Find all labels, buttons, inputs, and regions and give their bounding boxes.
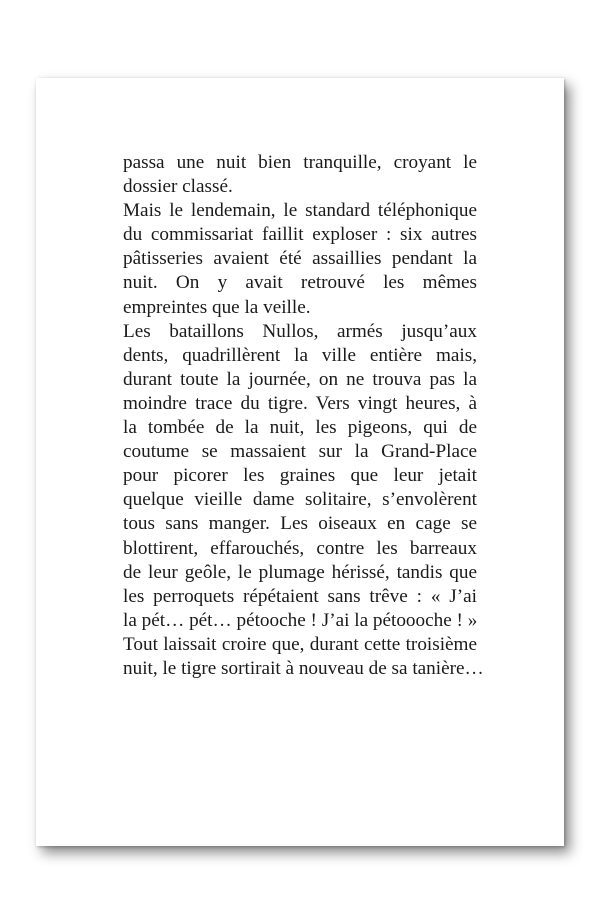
text-line: moindre trace du tigre. Vers vingt heures, à xyxy=(123,392,477,414)
text-line: blottirent, effarouchés, contre les barreaux xyxy=(123,537,477,559)
text-line: du commissariat faillit exploser : six autres xyxy=(123,224,477,246)
text-line: dents, quadrillèrent la ville entière mais, xyxy=(123,344,477,366)
text-line: coutume se massaient sur la Grand-Place xyxy=(123,441,477,463)
text-line: durant toute la journée, on ne trouva pas la xyxy=(123,368,477,390)
text-line: Tout laissait croire que, durant cette troisième xyxy=(123,633,477,655)
text-line: Mais le lendemain, le standard téléphonique xyxy=(123,200,477,222)
text-line: tous sans manger. Les oiseaux en cage se xyxy=(123,513,477,535)
text-line: pâtisseries avaient été assaillies pendant la xyxy=(123,248,477,270)
text-line: empreintes que la veille. xyxy=(123,296,311,318)
text-line: nuit, le tigre sortirait à nouveau de sa tanière… xyxy=(123,657,484,679)
text-line: Les bataillons Nullos, armés jusqu’aux xyxy=(123,320,477,342)
text-line: la tombée de la nuit, les pigeons, qui de xyxy=(123,417,477,439)
text-line: passa une nuit bien tranquille, croyant le xyxy=(123,152,477,173)
page-text xyxy=(123,151,484,681)
text-line: de leur geôle, le plumage hérissé, tandis que xyxy=(123,561,477,583)
text-line: les perroquets répétaient sans trêve : « J’ai xyxy=(123,585,477,607)
text-line: quelque vieille dame solitaire, s’envolèrent xyxy=(123,489,477,511)
book-page xyxy=(36,78,564,846)
text-line: la pét… pét… pétooche ! J’ai la pétoooche ! » xyxy=(123,609,478,631)
text-line: pour picorer les graines que leur jetait xyxy=(123,465,477,487)
text-line: nuit. On y avait retrouvé les mêmes xyxy=(123,272,477,294)
text-line: dossier classé. xyxy=(123,176,233,198)
